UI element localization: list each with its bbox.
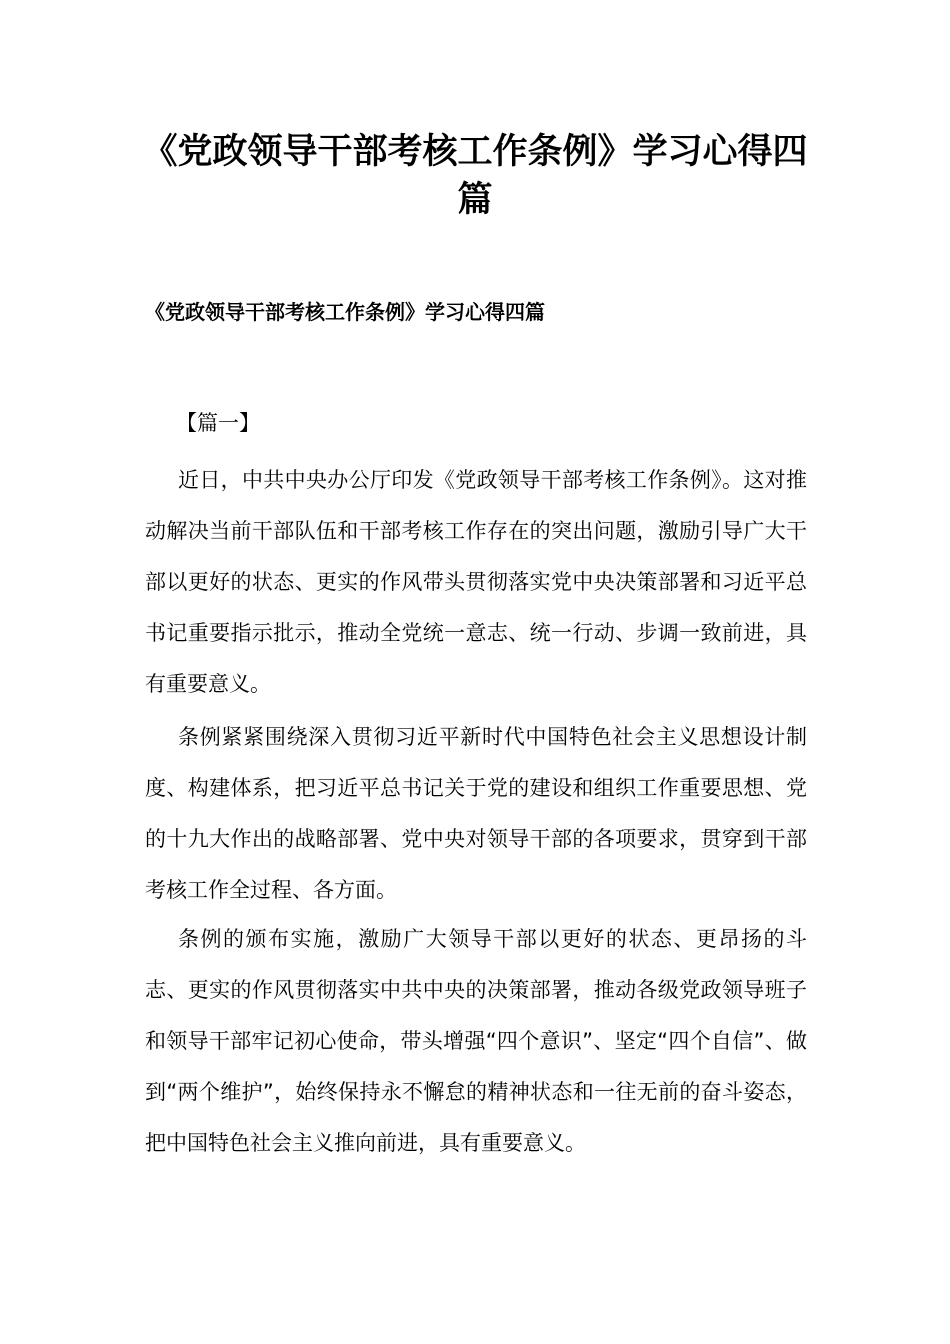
document-subtitle: 《党政领导干部考核工作条例》学习心得四篇: [145, 300, 545, 324]
document-title: 《党政领导干部考核工作条例》学习心得四篇: [142, 132, 808, 220]
body-paragraph: 条例的颁布实施，激励广大领导干部以更好的状态、更昂扬的斗志、更实的作风贯彻落实中共中央的决策部署，推动各级党政领导班子和领导干部牢记初心使命，带头增强“四个意识”、坚定“四个自信”、做到“两个维护”，始终保持永不懈怠的精神状态和一往无前的奋斗姿态，把中国特色社会主义推向前进，具有重要意义。: [145, 927, 807, 1155]
body-paragraph: 条例紧紧围绕深入贯彻习近平新时代中国特色社会主义思想设计制度、构建体系，把习近平总书记关于党的建设和组织工作重要思想、党的十九大作出的战略部署、党中央对领导干部的各项要求，贯穿到干部考核工作全过程、各方面。: [145, 725, 807, 902]
body-paragraph: 近日，中共中央办公厅印发《党政领导干部考核工作条例》。这对推动解决当前干部队伍和干部考核工作存在的突出问题，激励引导广大干部以更好的状态、更实的作风带头贯彻落实党中央决策部署和习近平总书记重要指示批示，推动全党统一意志、统一行动、步调一致前进，具有重要意义。: [145, 468, 807, 696]
section-heading: 【篇一】: [176, 411, 260, 435]
